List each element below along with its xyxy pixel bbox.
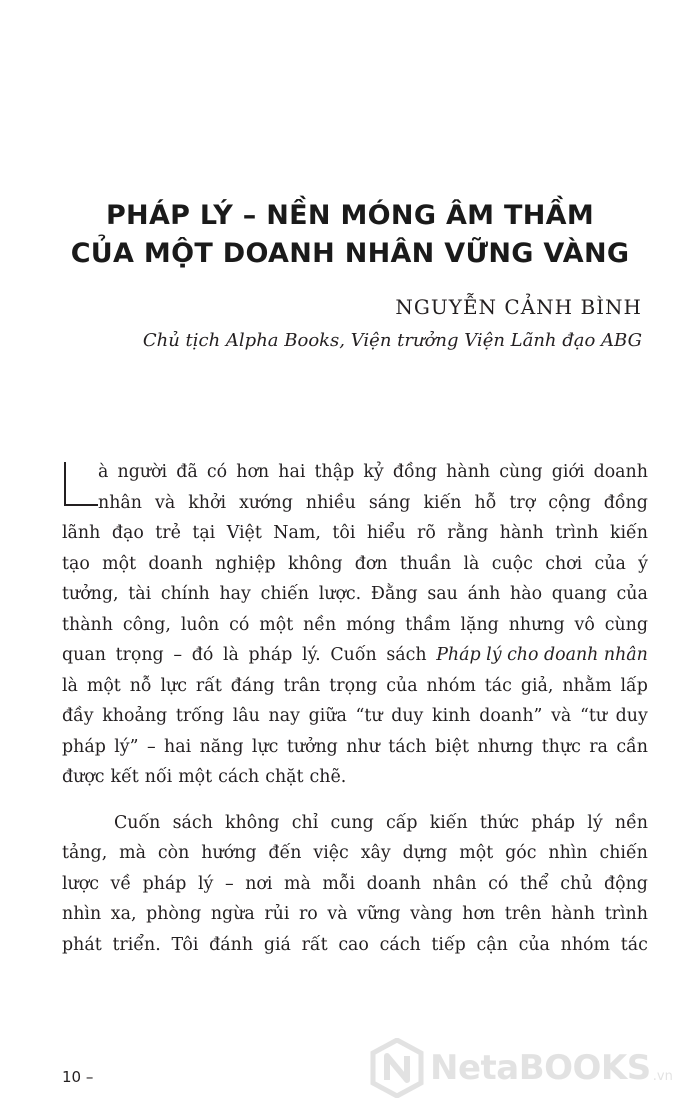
word: là <box>222 645 239 665</box>
word: lý <box>587 812 603 833</box>
word: lược <box>62 873 99 894</box>
word: chặt <box>265 767 304 787</box>
word: cùng <box>499 462 543 482</box>
text-line <box>62 518 648 549</box>
word: và <box>155 492 176 513</box>
word: dựng <box>402 843 448 863</box>
word: tác <box>620 934 648 955</box>
word: “tư <box>355 706 383 726</box>
word: đáng <box>230 675 275 696</box>
word: sau <box>427 584 458 604</box>
word: nhìn <box>548 843 588 863</box>
word: chỉ <box>291 812 319 833</box>
word: Cuốn <box>330 645 377 665</box>
text-line <box>62 838 648 869</box>
word: hướng <box>201 843 257 863</box>
word: nay <box>268 706 300 726</box>
author-role: Chủ tịch Alpha Books, Viện trưởng Viện Lãnh đạo ABG <box>142 330 642 351</box>
word: khoảng <box>102 706 168 726</box>
word: lâu <box>232 706 260 726</box>
word: doanh <box>593 462 648 482</box>
word: mà <box>283 873 311 894</box>
word: chiến <box>260 584 309 604</box>
word: chủ <box>560 873 593 894</box>
word: cận <box>476 934 508 955</box>
word: một <box>86 675 121 696</box>
word: tôi <box>332 523 356 543</box>
word: cấp <box>385 812 418 833</box>
word: trình <box>555 523 599 543</box>
word: cộng <box>548 492 591 513</box>
word: nền <box>614 812 648 833</box>
word: chẽ. <box>309 767 347 787</box>
word: ý <box>638 553 648 574</box>
word: thầm <box>405 614 451 635</box>
text-line <box>62 671 648 702</box>
text-line <box>62 732 648 763</box>
word: tiếp <box>431 934 466 955</box>
word: công, <box>122 614 171 635</box>
word: giá <box>263 934 291 955</box>
word: cuộc <box>491 553 533 574</box>
text-line <box>62 610 648 641</box>
paragraph-1 <box>62 457 648 793</box>
word: người <box>117 462 168 482</box>
word: hành <box>499 523 544 543</box>
word: có <box>206 462 228 482</box>
word: của <box>594 553 626 574</box>
word: tách <box>388 736 427 757</box>
word: hiểu <box>366 523 406 543</box>
word: lãnh <box>62 523 101 543</box>
word: lý <box>198 873 214 894</box>
word: như <box>346 736 380 757</box>
word: của <box>518 934 550 955</box>
text-line <box>62 869 648 900</box>
word: phòng <box>146 904 202 924</box>
word: tưởng, <box>62 584 119 604</box>
word: hành <box>446 462 491 482</box>
word: pháp <box>248 645 293 665</box>
word: nghiệp <box>215 553 276 574</box>
text-line <box>62 701 648 732</box>
word: tác <box>484 675 512 696</box>
word: nhân <box>98 492 142 513</box>
word: lý” <box>114 736 139 757</box>
text-line <box>62 808 648 839</box>
word: cùng <box>604 614 648 635</box>
text-line <box>62 457 648 488</box>
word: cung <box>330 812 374 833</box>
word: rất <box>195 675 222 696</box>
word: thực <box>541 736 581 757</box>
word: doanh <box>148 553 203 574</box>
word: xướng <box>239 492 293 513</box>
word: “tư <box>579 706 608 726</box>
word: nhìn <box>62 904 102 924</box>
word: – <box>224 873 234 894</box>
word: nhóm <box>560 934 611 955</box>
word: rõ <box>417 523 436 543</box>
word: năng <box>199 736 244 757</box>
word: hay <box>219 584 251 604</box>
word: đồng <box>392 462 438 482</box>
word: lặng <box>460 614 499 635</box>
word: quan <box>62 645 106 665</box>
text-line <box>62 930 648 961</box>
word: một <box>259 614 294 635</box>
word: – <box>146 736 156 757</box>
word: một <box>102 553 137 574</box>
word: nhằm <box>562 675 612 696</box>
word: pháp <box>142 873 187 894</box>
word: có <box>488 873 509 894</box>
word: rất <box>301 934 328 955</box>
word: vô <box>574 614 595 635</box>
word: trình <box>604 904 648 924</box>
word: hơn <box>462 904 496 924</box>
word: à <box>98 462 109 482</box>
word: trợ <box>509 492 536 513</box>
watermark-brand: NetaBOOKS <box>430 1048 651 1088</box>
word: vàng <box>410 904 453 924</box>
word: trọng <box>115 645 164 665</box>
word: ro <box>298 904 318 924</box>
word: và <box>551 706 572 726</box>
word: nhóm <box>426 675 476 696</box>
paragraph-2 <box>62 808 648 961</box>
word: tạo <box>62 553 90 574</box>
word: nhân <box>432 873 477 894</box>
word: trẻ <box>155 523 181 543</box>
word: một <box>459 843 494 863</box>
word: ngừa <box>210 904 255 924</box>
word: tài <box>128 584 152 604</box>
word: thức <box>479 812 520 833</box>
word: hào <box>510 584 543 604</box>
text-line <box>62 488 648 519</box>
word: kết <box>110 767 139 787</box>
chapter-title-line-1: PHÁP LÝ – NỀN MÓNG ÂM THẦM <box>105 200 595 231</box>
word: lấp <box>620 675 648 696</box>
word: – <box>173 645 183 665</box>
word: động <box>603 873 648 894</box>
author-name: NGUYỄN CẢNH BÌNH <box>395 295 642 319</box>
word: đạo <box>111 523 144 543</box>
word: của <box>616 584 648 604</box>
word: tảng, <box>62 843 108 863</box>
word: kiến <box>423 492 462 513</box>
word: trân <box>283 675 321 696</box>
word: hành <box>551 904 596 924</box>
word: pháp <box>531 812 576 833</box>
word: của <box>386 675 418 696</box>
word: đơn <box>354 553 388 574</box>
word: đã <box>176 462 198 482</box>
word: lý. <box>302 645 321 665</box>
word: là <box>62 675 78 696</box>
word: Đằng <box>370 584 418 604</box>
word: thập <box>314 462 355 482</box>
word: trọng <box>329 675 378 696</box>
word: đó <box>191 645 214 665</box>
word: doanh” <box>479 706 543 726</box>
word: nhưng <box>508 614 565 635</box>
word: rằng <box>447 523 489 543</box>
word: là <box>463 553 480 574</box>
word: Tôi <box>171 934 199 955</box>
word: thể <box>519 873 549 894</box>
word: duy <box>615 706 648 726</box>
word: ra <box>589 736 608 757</box>
word: cách <box>218 767 260 787</box>
word: rủi <box>264 904 290 924</box>
word: hai <box>164 736 192 757</box>
word: giới <box>551 462 585 482</box>
word: kinh <box>432 706 471 726</box>
word: vững <box>357 904 401 924</box>
body-text <box>62 457 648 960</box>
word: có <box>229 614 250 635</box>
word: nền <box>303 614 337 635</box>
word: Nam, <box>273 523 321 543</box>
word: lực <box>160 675 187 696</box>
chapter-title-line-2: CỦA MỘT DOANH NHÂN VỮNG VÀNG <box>70 238 630 269</box>
word: duy <box>391 706 424 726</box>
word: cách <box>379 934 421 955</box>
word: hai <box>278 462 306 482</box>
text-line <box>62 549 648 580</box>
word: sách <box>172 812 213 833</box>
word: kỷ <box>363 462 384 482</box>
word: kiến <box>429 812 468 833</box>
word: góc <box>505 843 537 863</box>
word: hơn <box>236 462 270 482</box>
word: cần <box>616 736 648 757</box>
word: và <box>327 904 348 924</box>
word: luôn <box>180 614 220 635</box>
word: kiến <box>609 523 648 543</box>
word: sáng <box>368 492 411 513</box>
word: đầy <box>62 706 94 726</box>
word: tưởng <box>286 736 338 757</box>
word: móng <box>346 614 396 635</box>
watermark-suffix: .vn <box>652 1069 673 1084</box>
word: được <box>62 767 105 787</box>
word: chiến <box>599 843 648 863</box>
word: cao <box>338 934 369 955</box>
page-number: 10 – <box>62 1068 94 1086</box>
word: không <box>287 553 343 574</box>
word: về <box>110 873 132 894</box>
text-line <box>62 579 648 610</box>
word: biệt <box>434 736 469 757</box>
word: đến <box>268 843 302 863</box>
word: doanh <box>366 873 421 894</box>
word: quang <box>551 584 607 604</box>
word: mà <box>119 843 146 863</box>
word: đồng <box>603 492 648 513</box>
word: giả, <box>520 675 554 696</box>
word: nhưng <box>477 736 534 757</box>
word: nối <box>144 767 173 787</box>
word: lược. <box>318 584 362 604</box>
text-line <box>62 762 648 793</box>
word: chơi <box>545 553 583 574</box>
word: Việt <box>226 523 262 543</box>
word: thành <box>62 614 113 635</box>
word: xây <box>360 843 391 863</box>
word: còn <box>157 843 190 863</box>
book-title: Pháp lý cho doanh nhân <box>436 645 648 665</box>
word: sách <box>386 645 427 665</box>
word: hỗ <box>474 492 497 513</box>
word: khởi <box>188 492 227 513</box>
word: nơi <box>245 873 273 894</box>
chapter-title <box>40 197 660 273</box>
word: thuần <box>399 553 452 574</box>
word: đánh <box>209 934 254 955</box>
word: không <box>225 812 280 833</box>
word: lực <box>251 736 279 757</box>
word: phát <box>62 934 102 955</box>
text-line <box>62 640 648 671</box>
word: nỗ <box>129 675 152 696</box>
netabooks-logo-icon <box>370 1038 424 1098</box>
word: nhiều <box>305 492 356 513</box>
word: giữa <box>308 706 347 726</box>
word: xa, <box>110 904 137 924</box>
word: trên <box>504 904 542 924</box>
word: trống <box>175 706 225 726</box>
word: Cuốn <box>114 812 161 833</box>
word: pháp <box>62 736 106 757</box>
watermark <box>370 1038 673 1098</box>
word: tại <box>192 523 216 543</box>
word: một <box>178 767 213 787</box>
text-line <box>62 899 648 930</box>
word: mỗi <box>322 873 356 894</box>
word: ánh <box>467 584 501 604</box>
word: chính <box>160 584 210 604</box>
word: việc <box>313 843 349 863</box>
word: triển. <box>112 934 161 955</box>
